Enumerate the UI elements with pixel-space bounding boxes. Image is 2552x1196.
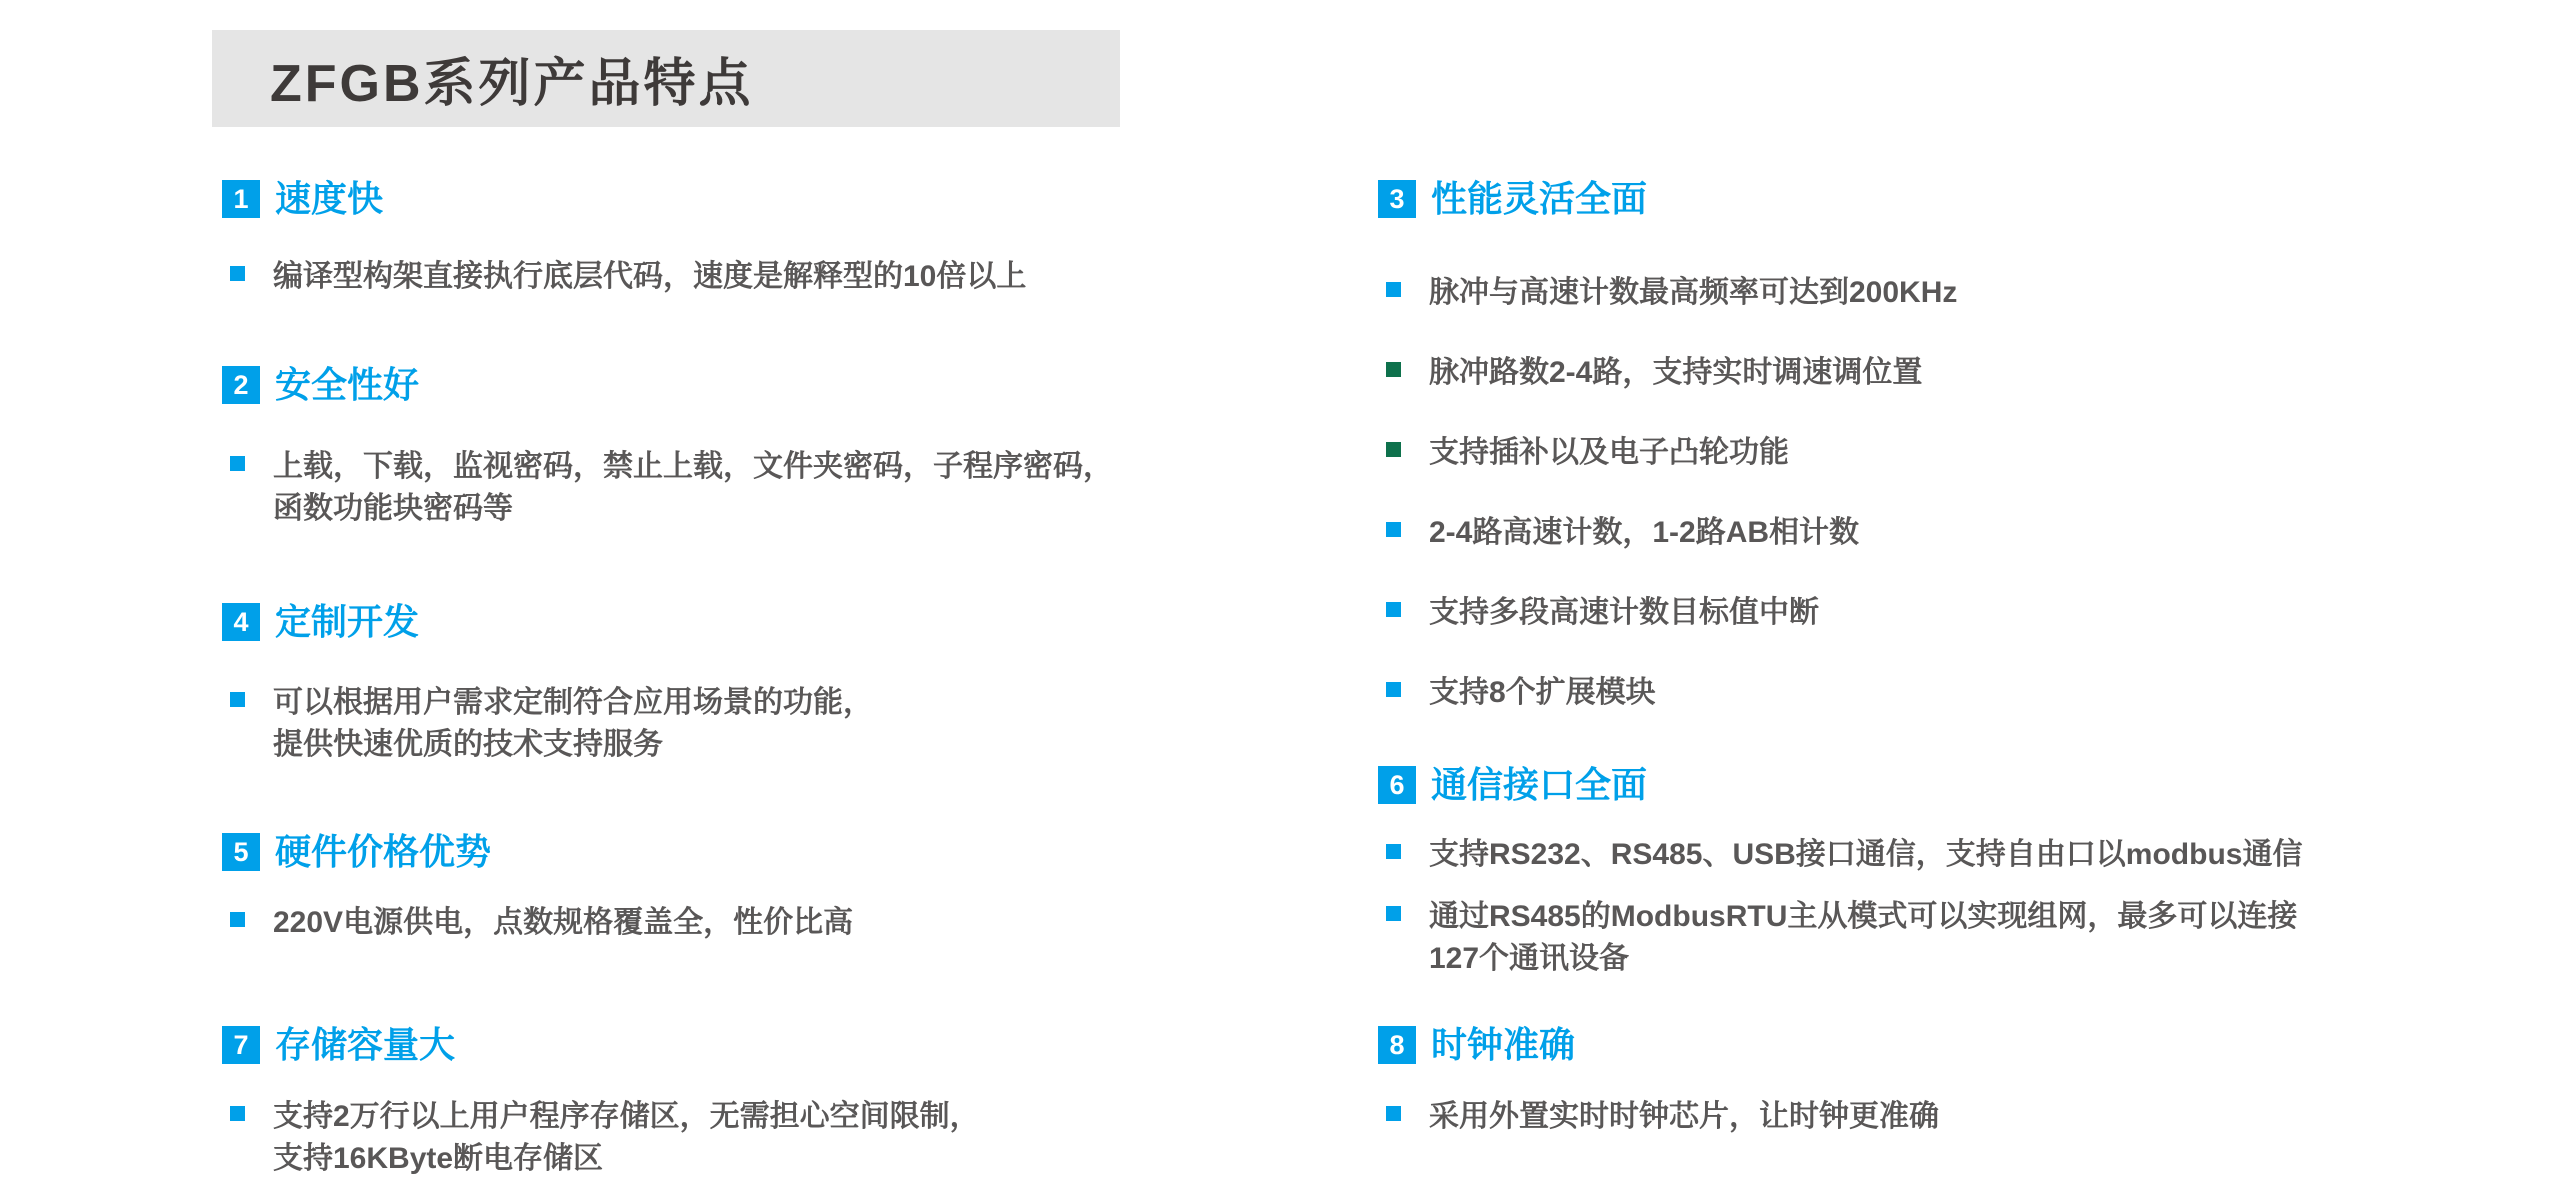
section-number-badge: 5 bbox=[222, 833, 260, 871]
bullet-text: 脉冲与高速计数最高频率可达到200KHz bbox=[1429, 276, 1958, 309]
feature-bullet bbox=[222, 902, 853, 944]
section-communication bbox=[1378, 766, 2302, 980]
section-title: 安全性好 bbox=[275, 364, 420, 405]
section-title: 通信接口全面 bbox=[1431, 764, 1648, 805]
section-header bbox=[222, 180, 1026, 218]
page-title: ZFGB系列产品特点 bbox=[270, 55, 754, 113]
section-number-badge: 4 bbox=[222, 603, 260, 641]
bullet-square-icon bbox=[230, 266, 245, 281]
feature-bullet bbox=[222, 256, 1026, 298]
bullet-square-icon bbox=[230, 456, 245, 471]
section-header bbox=[1378, 1026, 1939, 1064]
bullet-square-icon bbox=[1386, 682, 1401, 697]
section-title: 存储容量大 bbox=[275, 1024, 456, 1065]
section-number-badge: 1 bbox=[222, 180, 260, 218]
bullet-text: 脉冲路数2-4路，支持实时调速调位置 bbox=[1429, 356, 1923, 389]
bullet-square-icon bbox=[1386, 282, 1401, 297]
bullet-square-icon bbox=[1386, 522, 1401, 537]
section-header bbox=[1378, 766, 2302, 804]
section-title: 性能灵活全面 bbox=[1431, 178, 1648, 219]
section-header bbox=[222, 833, 853, 871]
section-number-badge: 3 bbox=[1378, 180, 1416, 218]
bullet-text: 支持RS232、RS485、USB接口通信，支持自由口以modbus通信 bbox=[1429, 838, 2303, 871]
section-title: 速度快 bbox=[275, 178, 384, 219]
bullet-text: 通过RS485的ModbusRTU主从模式可以实现组网，最多可以连接 127个通讯设备 bbox=[1429, 900, 2298, 975]
section-title: 硬件价格优势 bbox=[275, 831, 492, 872]
bullet-square-icon bbox=[1386, 442, 1401, 457]
section-header bbox=[222, 1026, 980, 1064]
feature-bullet bbox=[1378, 672, 1957, 714]
bullet-text: 2-4路高速计数，1-2路AB相计数 bbox=[1429, 516, 1860, 549]
bullet-text: 可以根据用户需求定制符合应用场景的功能， 提供快速优质的技术支持服务 bbox=[273, 686, 873, 761]
bullet-text: 支持8个扩展模块 bbox=[1429, 676, 1656, 709]
bullet-text: 支持多段高速计数目标值中断 bbox=[1429, 596, 1819, 629]
bullet-square-icon bbox=[1386, 906, 1401, 921]
feature-bullet bbox=[1378, 352, 1957, 394]
bullet-square-icon bbox=[1386, 602, 1401, 617]
bullet-text: 220V电源供电，点数规格覆盖全，性价比高 bbox=[273, 906, 854, 939]
section-custom-development bbox=[222, 603, 873, 766]
section-number-badge: 2 bbox=[222, 366, 260, 404]
feature-bullet bbox=[1378, 592, 1957, 634]
bullet-text: 编译型构架直接执行底层代码，速度是解释型的10倍以上 bbox=[273, 260, 1027, 293]
feature-bullet bbox=[1378, 512, 1957, 554]
section-number-badge: 8 bbox=[1378, 1026, 1416, 1064]
section-number-badge: 6 bbox=[1378, 766, 1416, 804]
section-header bbox=[1378, 180, 1957, 218]
bullet-square-icon bbox=[1386, 844, 1401, 859]
feature-bullet bbox=[1378, 834, 2302, 876]
bullet-square-icon bbox=[230, 912, 245, 927]
bullet-text: 上载，下载，监视密码，禁止上载，文件夹密码，子程序密码， 函数功能块密码等 bbox=[273, 450, 1113, 525]
section-hardware-price bbox=[222, 833, 853, 944]
section-storage-capacity bbox=[222, 1026, 980, 1180]
section-header bbox=[222, 603, 873, 641]
section-safety bbox=[222, 366, 1113, 530]
feature-bullet bbox=[222, 1096, 980, 1180]
section-title: 定制开发 bbox=[275, 601, 420, 642]
page-title-bar bbox=[212, 30, 1120, 127]
feature-bullet bbox=[222, 682, 873, 766]
feature-bullet bbox=[222, 446, 1113, 530]
section-performance bbox=[1378, 180, 1957, 714]
bullet-square-icon bbox=[1386, 1106, 1401, 1121]
section-number-badge: 7 bbox=[222, 1026, 260, 1064]
bullet-text: 支持2万行以上用户程序存储区，无需担心空间限制， 支持16KByte断电存储区 bbox=[273, 1100, 980, 1175]
bullet-square-icon bbox=[230, 692, 245, 707]
feature-bullet bbox=[1378, 1096, 1939, 1138]
feature-bullet bbox=[1378, 896, 2302, 980]
section-speed bbox=[222, 180, 1026, 298]
feature-bullet bbox=[1378, 272, 1957, 314]
section-header bbox=[222, 366, 1113, 404]
bullet-text: 支持插补以及电子凸轮功能 bbox=[1429, 436, 1789, 469]
section-title: 时钟准确 bbox=[1431, 1024, 1576, 1065]
feature-bullet bbox=[1378, 432, 1957, 474]
bullet-square-icon bbox=[230, 1106, 245, 1121]
bullet-square-icon bbox=[1386, 362, 1401, 377]
bullet-text: 采用外置实时时钟芯片，让时钟更准确 bbox=[1429, 1100, 1939, 1133]
section-clock bbox=[1378, 1026, 1939, 1138]
